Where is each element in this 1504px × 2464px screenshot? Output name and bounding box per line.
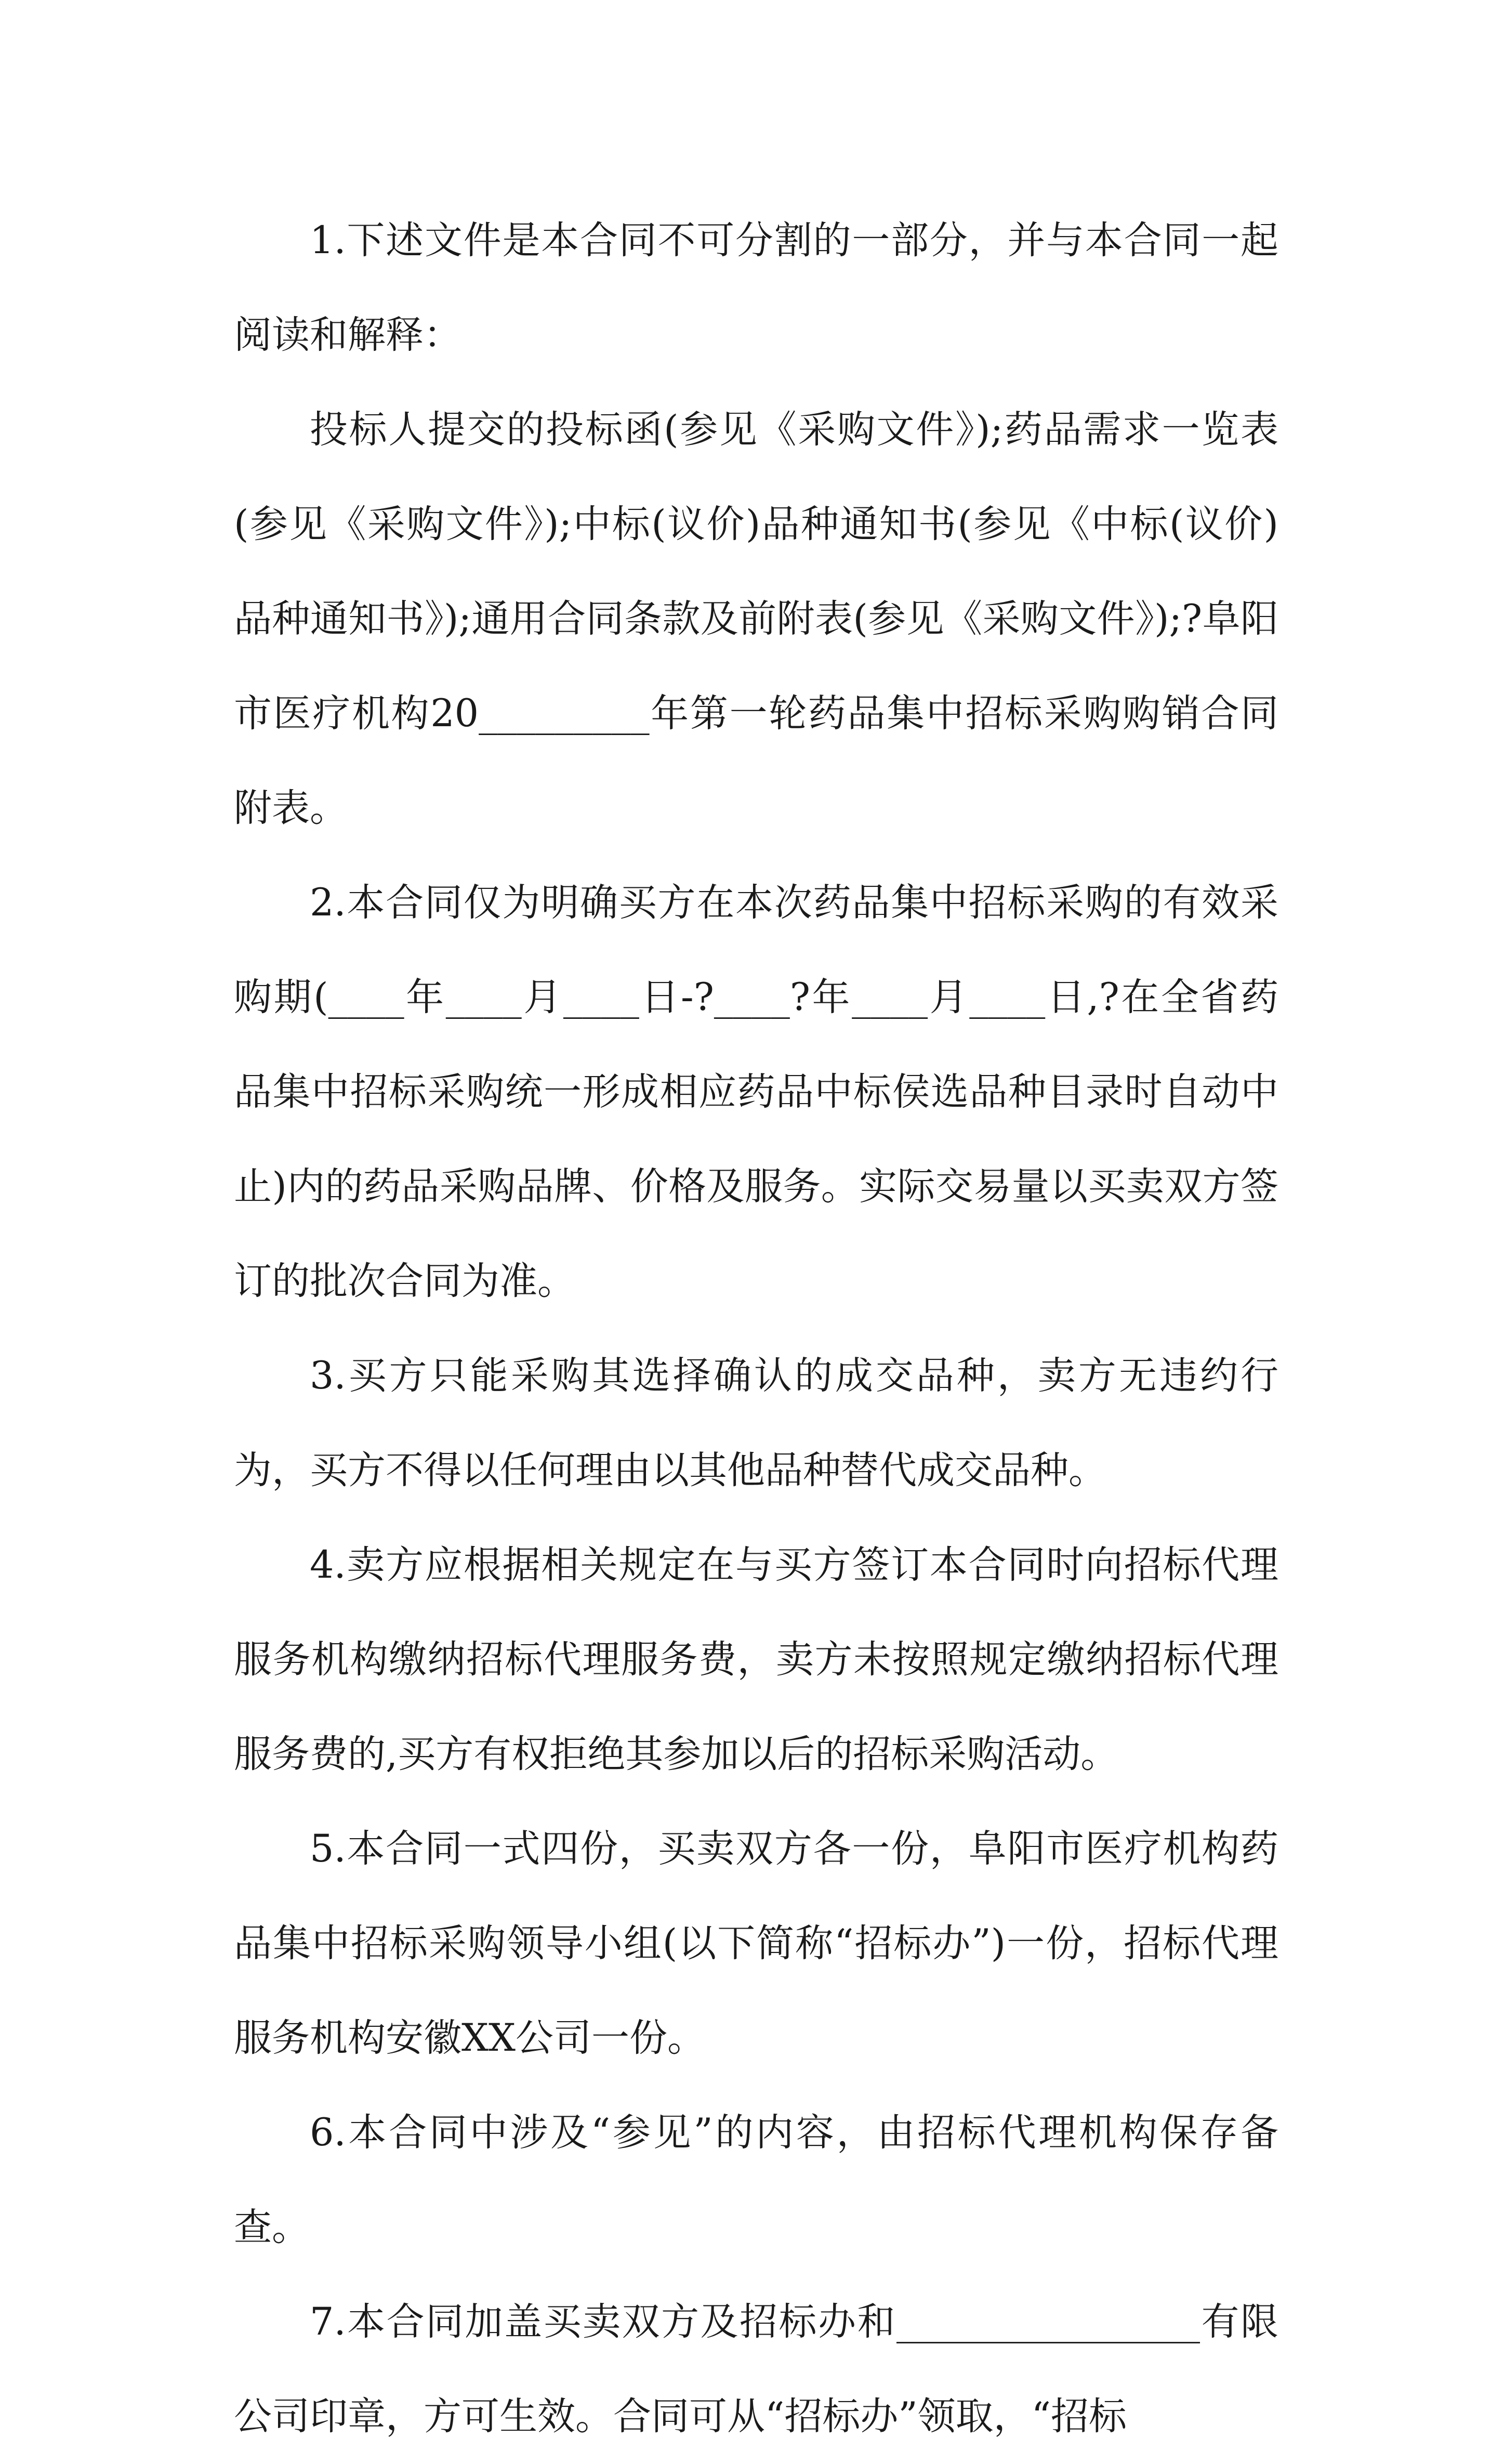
paragraph-6-text: 6.本合同中涉及“参见”的内容，由招标代理机构保存备查。	[234, 2111, 1278, 2249]
paragraph-3	[234, 1329, 1278, 1518]
paragraph-6	[234, 2086, 1278, 2275]
paragraph-3-text: 3.买方只能采购其选择确认的成交品种，卖方无违约行为，买方不得以任何理由以其他品种替代成交品种。	[234, 1354, 1278, 1492]
paragraph-1	[234, 193, 1278, 383]
paragraph-5	[234, 1802, 1278, 2086]
paragraph-document-list-text: 投标人提交的投标函(参见《采购文件》);药品需求一览表(参见《采购文件》);中标(议价)品种通知书(参见《中标(议价)品种通知书》);通用合同条款及前附表(参见《采购文件》);?阜阳市医疗机构20_________年第一轮药品集中招标采购购销合同附表。	[234, 408, 1278, 830]
paragraph-4	[234, 1518, 1278, 1802]
paragraph-2	[234, 856, 1278, 1329]
paragraph-7	[234, 2275, 1278, 2464]
paragraph-2-text: 2.本合同仅为明确买方在本次药品集中招标采购的有效采购期(____年____月____日-?____?年____月____日,?在全省药品集中招标采购统一形成相应药品中标侯选品种目录时自动中止)内的药品采购品牌、价格及服务。实际交易量以买卖双方签订的批次合同为准。	[234, 881, 1278, 1303]
contract-body	[234, 193, 1278, 2464]
paragraph-4-text: 4.卖方应根据相关规定在与买方签订本合同时向招标代理服务机构缴纳招标代理服务费，卖方未按照规定缴纳招标代理服务费的,买方有权拒绝其参加以后的招标采购活动。	[234, 1543, 1278, 1776]
paragraph-document-list	[234, 383, 1278, 856]
paragraph-7-text: 7.本合同加盖买卖双方及招标办和________________有限公司印章，方可生效。合同可从“招标办”领取，“招标	[234, 2300, 1278, 2439]
paragraph-1-text: 1.下述文件是本合同不可分割的一部分，并与本合同一起阅读和解释：	[234, 218, 1278, 357]
paragraph-5-text: 5.本合同一式四份，买卖双方各一份，阜阳市医疗机构药品集中招标采购领导小组(以下简称“招标办”)一份，招标代理服务机构安徽XX公司一份。	[234, 1827, 1278, 2060]
